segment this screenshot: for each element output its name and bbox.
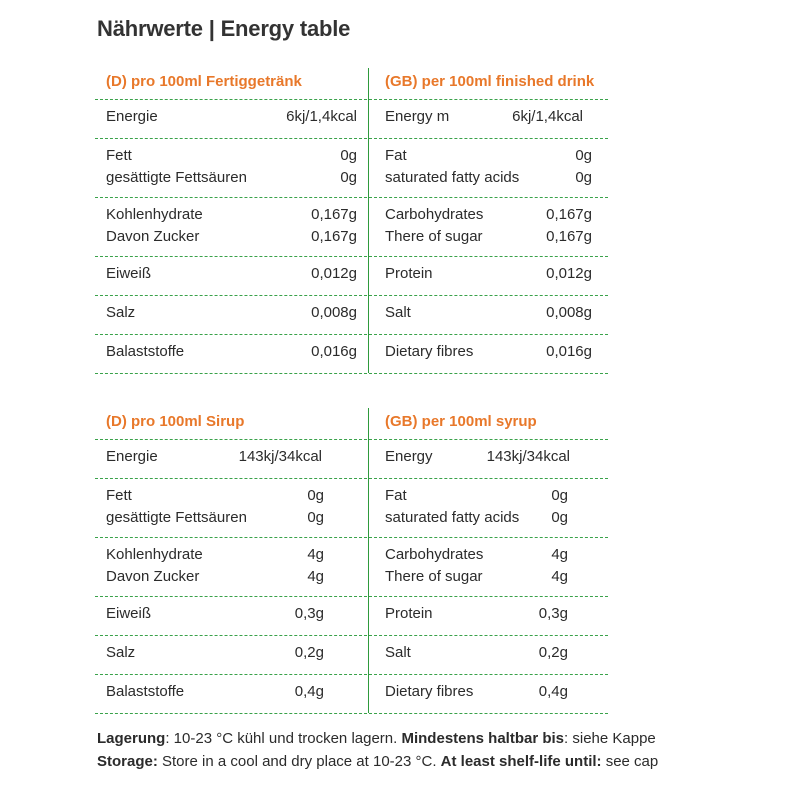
column-header: [95, 408, 367, 440]
nutrient-value: 0g: [551, 487, 568, 504]
nutrient-label: Carbohydrates: [385, 206, 484, 223]
nutrition-table-syrup: [95, 408, 608, 713]
nutrient-value: 0,4g: [294, 683, 324, 700]
nutrient-value: 0,167g: [311, 206, 357, 223]
nutrient-value: 6kj/1,4kcal: [512, 108, 583, 125]
nutrient-label: Salz: [106, 304, 136, 321]
nutrient-row: [95, 636, 367, 675]
nutrient-row: [369, 257, 608, 296]
nutrient-value: 0g: [575, 147, 592, 164]
column-header-text: (D) pro 100ml Sirup: [106, 413, 245, 430]
nutrient-label: Balaststoffe: [106, 343, 185, 360]
nutrient-label: saturated fatty acids: [385, 169, 520, 186]
nutrient-label: Kohlenhydrate: [106, 206, 203, 223]
nutrient-value: 0,2g: [538, 644, 568, 661]
nutrient-label: Salt: [385, 644, 411, 661]
nutrient-value: 0,3g: [294, 605, 324, 622]
column-header-text: (D) pro 100ml Fertiggetränk: [106, 73, 302, 90]
nutrient-value: 4g: [307, 568, 324, 585]
nutrient-label: There of sugar: [385, 568, 483, 585]
nutrient-label: Fat: [385, 487, 407, 504]
nutrition-table-finished-drink: [95, 68, 608, 373]
nutrient-label: Energy: [385, 448, 433, 465]
nutrient-label: Balaststoffe: [106, 683, 185, 700]
nutrient-row: [369, 296, 608, 335]
nutrient-row: [369, 636, 608, 675]
nutrient-value: 0,016g: [311, 343, 357, 360]
nutrient-row: [95, 675, 367, 714]
nutrient-label: Protein: [385, 265, 433, 282]
nutrient-row: [369, 675, 608, 714]
nutrient-row: [369, 538, 608, 597]
nutrient-label: saturated fatty acids: [385, 509, 520, 526]
nutrient-row: [95, 440, 367, 479]
nutrient-label: Dietary fibres: [385, 343, 474, 360]
column-header: [369, 68, 608, 100]
nutrient-value: 0g: [575, 169, 592, 186]
nutrient-row: [95, 597, 367, 636]
nutrient-row: [95, 257, 367, 296]
nutrient-label: Protein: [385, 605, 433, 622]
nutrient-label: Davon Zucker: [106, 228, 200, 245]
nutrient-row: [95, 479, 367, 538]
nutrient-value: 0,008g: [311, 304, 357, 321]
nutrient-value: 143kj/34kcal: [238, 448, 322, 465]
nutrient-label: There of sugar: [385, 228, 483, 245]
page-title: Nährwerte | Energy table: [97, 16, 351, 41]
storage-label-en: Storage:: [97, 753, 158, 770]
nutrient-value: 0,012g: [546, 265, 592, 282]
nutrient-row: [369, 440, 608, 479]
best-before-label-de: Mindestens haltbar bis: [401, 730, 565, 747]
nutrient-row: [95, 139, 367, 198]
nutrient-label: Kohlenhydrate: [106, 546, 203, 563]
nutrient-value: 4g: [551, 546, 568, 563]
column-header: [369, 408, 608, 440]
nutrient-row: [369, 198, 608, 257]
nutrient-row: [369, 100, 608, 139]
nutrient-value: 143kj/34kcal: [486, 448, 570, 465]
nutrient-row: [95, 100, 367, 139]
nutrient-value: 0g: [551, 509, 568, 526]
nutrient-label: Salt: [385, 304, 411, 321]
nutrient-row: [369, 479, 608, 538]
storage-label-de: Lagerung: [97, 730, 166, 747]
nutrient-row: [369, 597, 608, 636]
nutrient-value: 0g: [340, 169, 357, 186]
nutrient-row: [369, 139, 608, 198]
nutrient-label: Eiweiß: [106, 265, 152, 282]
nutrient-value: 0,016g: [546, 343, 592, 360]
shelf-life-label-en: At least shelf-life until:: [440, 753, 602, 770]
nutrient-label: gesättigte Fettsäuren: [106, 509, 247, 526]
nutrient-row: [369, 335, 608, 374]
nutrient-value: 0,167g: [311, 228, 357, 245]
nutrient-label: Fett: [106, 147, 132, 164]
nutrient-value: 0,167g: [546, 206, 592, 223]
nutrient-row: [95, 335, 367, 374]
best-before-text-de: : siehe Kappe: [564, 730, 656, 747]
nutrient-label: Energie: [106, 448, 158, 465]
column-header-text: (GB) per 100ml finished drink: [385, 73, 595, 90]
nutrient-label: Davon Zucker: [106, 568, 200, 585]
nutrient-label: Fett: [106, 487, 132, 504]
nutrient-label: Salz: [106, 644, 136, 661]
nutrient-value: 6kj/1,4kcal: [286, 108, 357, 125]
storage-note-de: [97, 730, 656, 747]
storage-text-en: Store in a cool and dry place at 10-23 °C.: [157, 753, 441, 770]
column-header-text: (GB) per 100ml syrup: [385, 413, 537, 430]
storage-note-en: [97, 753, 658, 770]
nutrient-value: 0g: [340, 147, 357, 164]
storage-text-de: : 10-23 °C kühl und trocken lagern.: [165, 730, 402, 747]
nutrient-label: Eiweiß: [106, 605, 152, 622]
nutrient-value: 0,167g: [546, 228, 592, 245]
nutrient-value: 0,3g: [538, 605, 568, 622]
nutrient-label: Energy m: [385, 108, 450, 125]
nutrient-value: 0,012g: [311, 265, 357, 282]
nutrient-value: 0,008g: [546, 304, 592, 321]
nutrient-label: Dietary fibres: [385, 683, 474, 700]
nutrient-label: Energie: [106, 108, 158, 125]
nutrient-label: Fat: [385, 147, 407, 164]
column-header: [95, 68, 367, 100]
nutrient-label: Carbohydrates: [385, 546, 484, 563]
shelf-life-text-en: see cap: [601, 753, 659, 770]
nutrient-value: 0g: [307, 487, 324, 504]
nutrient-value: 0,4g: [538, 683, 568, 700]
nutrient-value: 0g: [307, 509, 324, 526]
nutrient-value: 4g: [551, 568, 568, 585]
nutrient-value: 0,2g: [294, 644, 324, 661]
nutrient-value: 4g: [307, 546, 324, 563]
nutrient-row: [95, 296, 367, 335]
nutrient-row: [95, 538, 367, 597]
nutrient-row: [95, 198, 367, 257]
nutrient-label: gesättigte Fettsäuren: [106, 169, 247, 186]
